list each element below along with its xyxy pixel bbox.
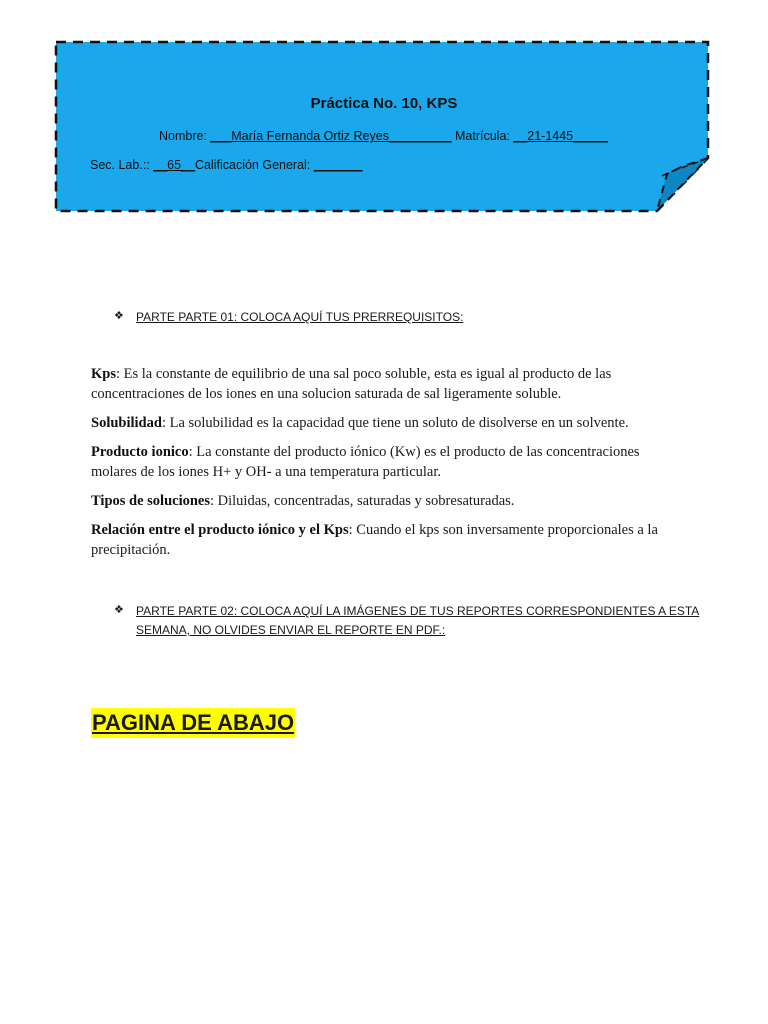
- parte02-heading-line1: PARTE PARTE 02: COLOCA AQUÍ LA IMÁGENES DE TUS REPORTES CORRESPONDIENTES A ESTA: [136, 604, 700, 618]
- page-title: Práctica No. 10, KPS: [310, 95, 458, 112]
- section-info-line: [90, 158, 362, 172]
- parte02-heading: [136, 602, 699, 640]
- definitions-list: [91, 364, 681, 569]
- student-info-line: [159, 129, 608, 143]
- definition-text: : Diluidas, concentradas, saturadas y sobresaturadas.: [210, 493, 515, 509]
- nombre-value: ___María Fernanda Ortiz Reyes_________: [210, 129, 452, 143]
- nombre-label: Nombre:: [159, 129, 211, 143]
- pagina-abajo-highlight: PAGINA DE ABAJO: [91, 708, 295, 738]
- definition-item: [91, 413, 681, 433]
- matricula-label: Matrícula:: [451, 129, 514, 143]
- definition-term: Tipos de soluciones: [91, 493, 210, 509]
- parte01-heading: PARTE PARTE 01: COLOCA AQUÍ TUS PRERREQUISITOS:: [136, 310, 464, 324]
- definition-item: [91, 442, 681, 482]
- definition-text: : La constante del producto iónico (Kw) es el producto de las concentraciones molares de los iones H+ y OH- a una temperatura particular.: [91, 444, 640, 480]
- calificacion-value: _______: [313, 158, 363, 172]
- definition-item: [91, 491, 681, 511]
- parte02-heading-line2: SEMANA, NO OLVIDES ENVIAR EL REPORTE EN PDF.:: [136, 623, 446, 637]
- diamond-bullet-icon: ❖: [114, 309, 124, 322]
- header-box: [0, 0, 768, 230]
- definition-text: : La solubilidad es la capacidad que tiene un soluto de disolverse en un solvente.: [161, 415, 629, 431]
- sec-label: Sec. Lab.::: [90, 158, 154, 172]
- diamond-bullet-icon: ❖: [114, 603, 124, 616]
- sec-value: __65__: [153, 158, 195, 172]
- header-box-shape: [56, 42, 708, 211]
- definition-term: Relación entre el producto iónico y el Kps: [91, 522, 349, 538]
- calificacion-label: Calificación General:: [194, 158, 314, 172]
- matricula-value: __21-1445_____: [513, 129, 608, 143]
- definition-term: Solubilidad: [91, 415, 162, 431]
- definition-item: [91, 364, 681, 404]
- definition-text: : Es la constante de equilibrio de una sal poco soluble, esta es igual al producto de las concentraciones de los iones en una solucion saturada de sal ligeramente soluble.: [91, 366, 612, 402]
- definition-term: Producto ionico: [91, 444, 189, 460]
- definition-text: : Cuando el kps son inversamente proporcionales a la precipitación.: [91, 522, 658, 558]
- definition-item: [91, 520, 681, 560]
- definition-term: Kps: [91, 366, 116, 382]
